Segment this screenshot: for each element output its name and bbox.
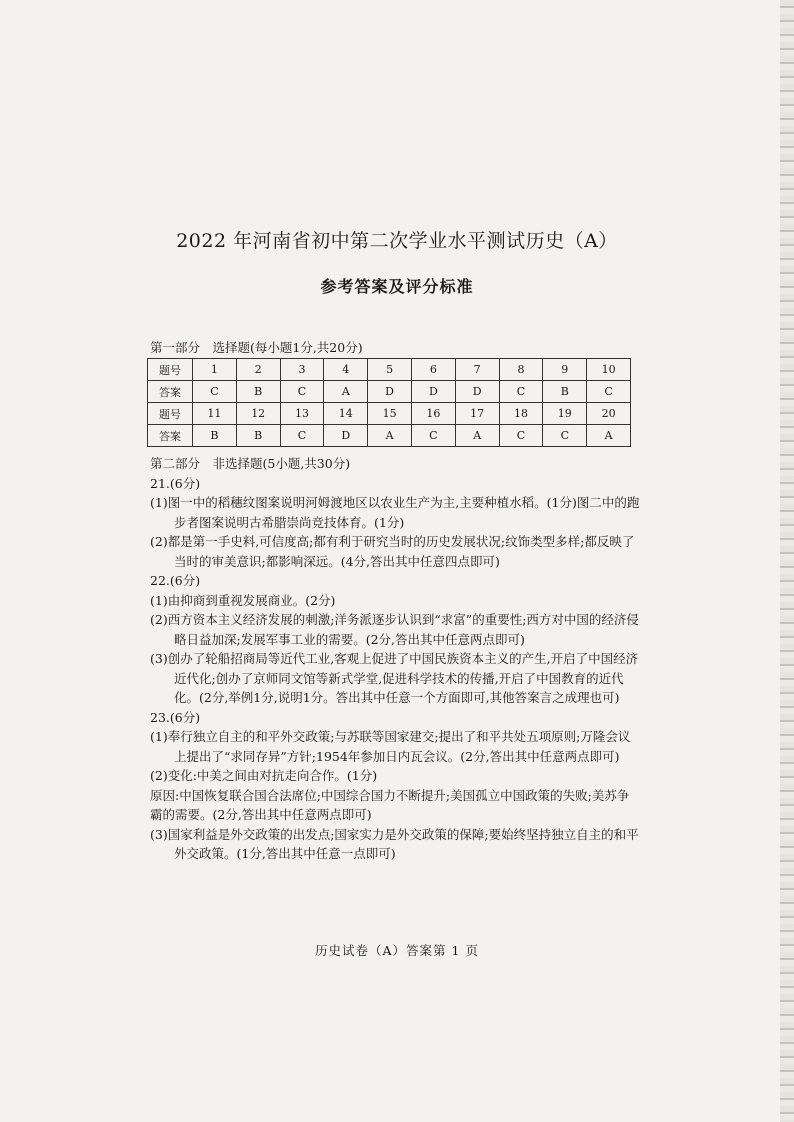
table-cell: C <box>543 425 587 447</box>
table-row <box>148 403 631 425</box>
table-cell: B <box>193 425 237 447</box>
table-cell: 20 <box>587 403 631 425</box>
question-23-answer-2-change: (2)变化:中美之间由对抗走向合作。(1分) <box>150 768 378 783</box>
part1-heading: 第一部分 选择题(每小题1分,共20分) <box>150 340 363 355</box>
table-cell: 7 <box>455 359 499 381</box>
page-footer: 历史试卷（A）答案第 1 页 <box>315 943 479 958</box>
table-cell: 4 <box>324 359 368 381</box>
question-23-answer-1: (1)奉行独立自主的和平外交政策;与苏联等国家建交;提出了和平共处五项原则;万隆会议上提出了“求同存异”方针;1954年参加日内瓦会议。(2分,答出其中任意两点即可) <box>150 729 631 764</box>
table-row <box>148 381 631 403</box>
table-cell: B <box>236 381 280 403</box>
question-23-answer-2-reason: 原因:中国恢复联合国合法席位;中国综合国力不断提升;美国孤立中国政策的失败;美苏争霸的需要。(2分,答出其中任意两点即可) <box>150 787 630 822</box>
table-cell: C <box>280 425 324 447</box>
question-21-answer-1: (1)图一中的稻穗纹图案说明河姆渡地区以农业生产为主,主要种植水稻。(1分)图二中的跑步者图案说明古希腊崇尚竞技体育。(1分) <box>150 495 640 530</box>
table-cell: 1 <box>193 359 237 381</box>
table-cell: 题号 <box>148 359 193 381</box>
page-subtitle: 参考答案及评分标准 <box>320 277 474 296</box>
question-22-answer-1: (1)由抑商到重视发展商业。(2分) <box>150 592 336 608</box>
table-cell: 19 <box>543 403 587 425</box>
table-cell: D <box>368 381 412 403</box>
table-cell: 15 <box>368 403 412 425</box>
table-cell: C <box>499 425 543 447</box>
table-cell: A <box>324 381 368 403</box>
table-cell: 8 <box>499 359 543 381</box>
table-cell: 9 <box>543 359 587 381</box>
question-22-answer-3: (3)创办了轮船招商局等近代工业,客观上促进了中国民族资本主义的产生,开启了中国经济近代化;创办了京师同文馆等新式学堂,促进科学技术的传播,开启了中国教育的近代化。(2分,举例1分,说明1分。答出其中任意一个方面即可,其他答案言之成理也可) <box>150 651 639 705</box>
table-cell: 5 <box>368 359 412 381</box>
table-cell: C <box>193 381 237 403</box>
question-22-answer-2: (2)西方资本主义经济发展的刺激;洋务派逐步认识到“求富”的重要性;西方对中国的经济侵略日益加深;发展军事工业的需要。(2分,答出其中任意两点即可) <box>150 612 639 647</box>
table-cell: C <box>587 381 631 403</box>
table-cell: 题号 <box>148 403 193 425</box>
table-cell: 答案 <box>148 381 193 403</box>
part2-heading: 第二部分 非选择题(5小题,共30分) <box>150 456 351 471</box>
table-cell: 答案 <box>148 425 193 447</box>
table-cell: 13 <box>280 403 324 425</box>
table-row <box>148 425 631 447</box>
table-cell: 14 <box>324 403 368 425</box>
table-cell: C <box>499 381 543 403</box>
table-cell: B <box>236 425 280 447</box>
table-cell: D <box>455 381 499 403</box>
table-cell: C <box>411 425 455 447</box>
table-cell: A <box>368 425 412 447</box>
question-23-answer-3: (3)国家利益是外交政策的出发点;国家实力是外交政策的保障;要始终坚持独立自主的和平外交政策。(1分,答出其中任意一点即可) <box>150 826 639 861</box>
question-21-title: 21.(6分) <box>150 475 201 491</box>
table-cell: C <box>280 381 324 403</box>
table-cell: A <box>455 425 499 447</box>
table-cell: A <box>587 425 631 447</box>
table-row <box>148 359 631 381</box>
table-cell: 6 <box>411 359 455 381</box>
table-cell: D <box>324 425 368 447</box>
table-cell: 18 <box>499 403 543 425</box>
part2-body <box>150 454 640 864</box>
table-cell: 10 <box>587 359 631 381</box>
page-title: 2022 年河南省初中第二次学业水平测试历史（A） <box>176 230 618 252</box>
table-cell: 16 <box>411 403 455 425</box>
table-cell: B <box>543 381 587 403</box>
question-23-title: 23.(6分) <box>150 709 201 725</box>
table-cell: 2 <box>236 359 280 381</box>
table-cell: 17 <box>455 403 499 425</box>
table-cell: 11 <box>193 403 237 425</box>
answer-table <box>147 358 631 447</box>
question-21-answer-2: (2)都是第一手史料,可信度高;都有利于研究当时的历史发展状况;纹饰类型多样;都反映了当时的审美意识;都影响深远。(4分,答出其中任意四点即可) <box>150 534 635 569</box>
table-cell: 3 <box>280 359 324 381</box>
question-22-title: 22.(6分) <box>150 573 201 588</box>
table-cell: 12 <box>236 403 280 425</box>
table-cell: D <box>411 381 455 403</box>
